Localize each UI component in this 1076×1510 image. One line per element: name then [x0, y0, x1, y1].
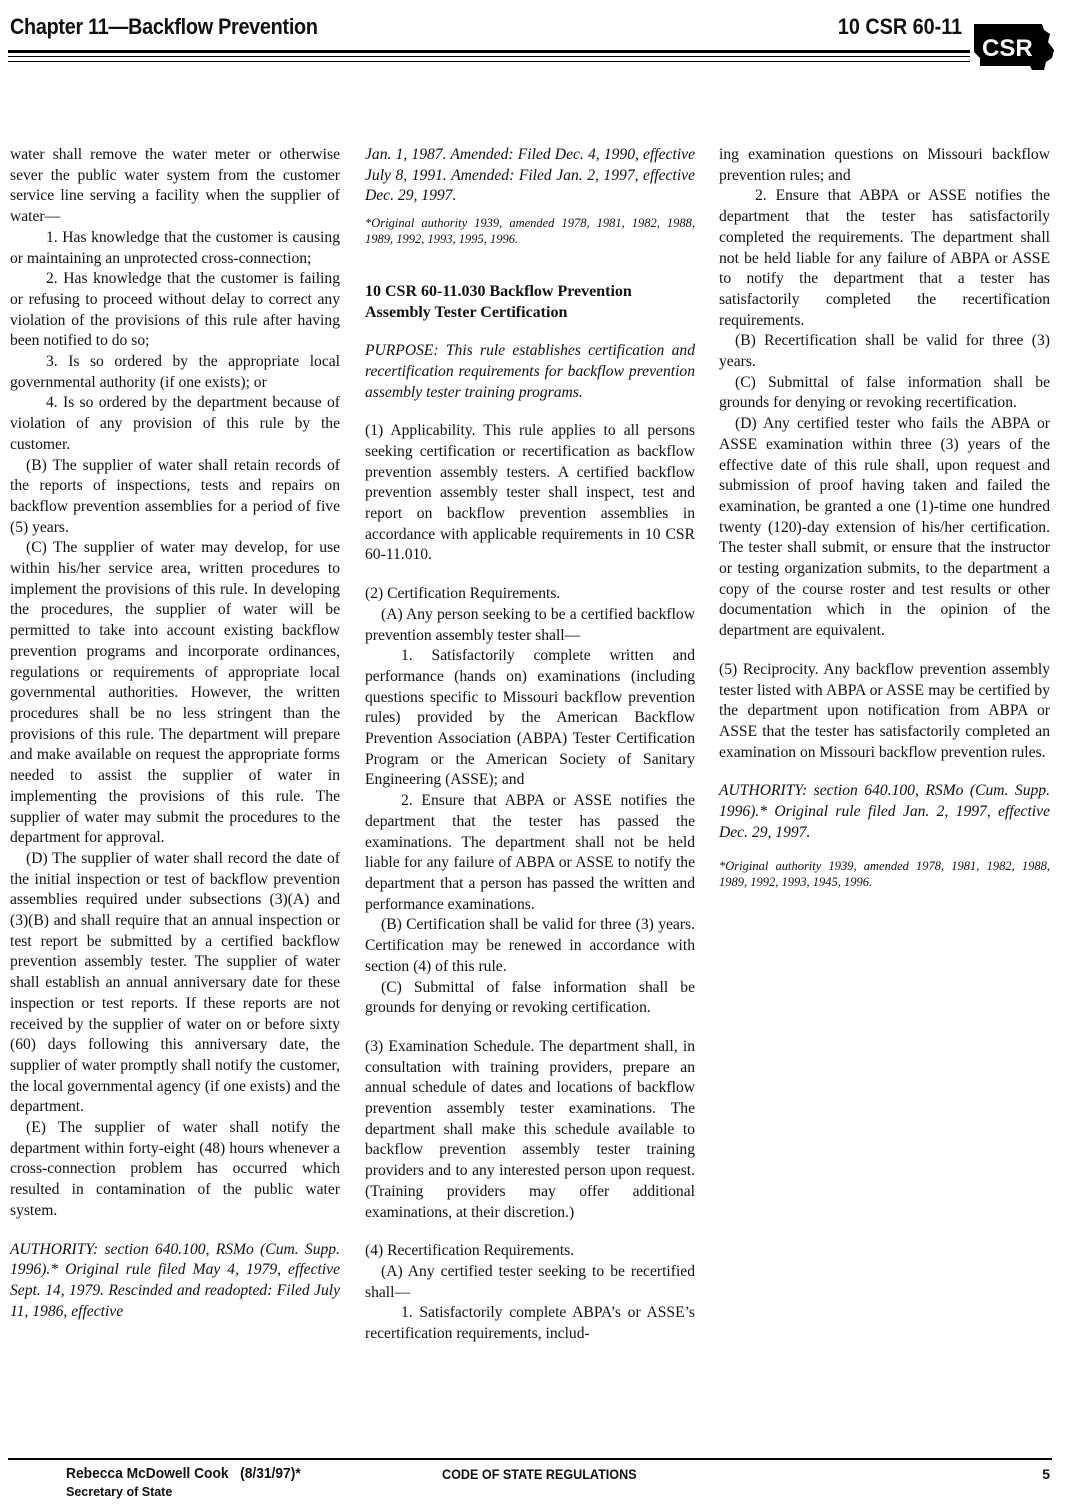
paragraph: ing examination questions on Missouri backflow prevention rules; and — [719, 146, 1050, 184]
footer-author — [66, 1465, 301, 1482]
list-item: 1. Has knowledge that the customer is causing or maintaining an unprotected cross-connection; — [10, 228, 340, 267]
list-item: 2. Ensure that ABPA or ASSE notifies the department that the tester has satisfactorily completed the requirements. The department shall not be held liable for any failure of ABPA or ASSE to notify the department that a tester has satisfactorily completed the recertification requirements. — [719, 187, 1050, 329]
authority-note: AUTHORITY: section 640.100, RSMo (Cum. Supp. 1996).* Original rule filed May 4, 1979, effective Sept. 14, 1979. Rescinded and readopted: Filed July 11, 1986, effective — [10, 1240, 340, 1320]
header-rule — [8, 50, 970, 53]
authority-note: AUTHORITY: section 640.100, RSMo (Cum. Supp. 1996).* Original rule filed Jan. 2, 1997, effective Dec. 29, 1997. — [719, 782, 1050, 841]
paragraph: (D) Any certified tester who fails the ABPA or ASSE examination within three (3) years of the effective date of this rule shall, upon request and submission of proof having taken and failed the examination, be granted a one (1)-time one hundred twenty (120)-day extension of his/her certification. The tester shall submit, or ensure that the instructor or testing organization submits, to the department a copy of the course roster and test results or other documentation which in the opinion of the department are equivalent. — [719, 415, 1050, 640]
paragraph: (D) The supplier of water shall record the date of the initial inspection or test of backflow prevention assemblies required under subsections (3)(A) and (3)(B) and shall require that an annual inspection or test report be submitted by a certified backflow prevention assembly tester. The supplier of water shall establish an annual anniversary date for these inspection or test reports. If these reports are not received by the supplier of water on or before sixty (60) days following this anniversary date, the supplier of water promptly shall notify the customer, the local governmental agency (if one exists) and the department. — [10, 849, 340, 1116]
footer-rule — [8, 1458, 1052, 1460]
paragraph: (C) Submittal of false information shall be grounds for denying or revoking recertification. — [719, 373, 1050, 412]
header-rule-thin — [8, 61, 970, 62]
section-heading: (4) Recertification Requirements. — [365, 1242, 575, 1260]
running-head-code: 10 CSR 60-11 — [837, 14, 962, 39]
missouri-csr-logo — [972, 22, 1056, 74]
text-column-left — [10, 145, 340, 1322]
purpose-statement: PURPOSE: This rule establishes certification and recertification requirements for backflow prevention assembly tester training programs. — [365, 342, 695, 401]
revision-date: (8/31/97)* — [240, 1465, 301, 1482]
section-applicability: (1) Applicability. This rule applies to all persons seeking certification or recertification as backflow prevention assembly testers. A certified backflow prevention assembly tester shall inspect, test and report on backflow prevention assemblies in accordance with applicable requirements in 10 CSR 60-11.010. — [365, 422, 695, 564]
authority-note: Jan. 1, 1987. Amended: Filed Dec. 4, 1990, effective July 8, 1991. Amended: Filed Jan. 2, 1997, effective Dec. 29, 1997. — [365, 146, 695, 205]
text-column-middle — [365, 145, 695, 1345]
section-heading: (2) Certification Requirements. — [365, 585, 561, 603]
paragraph: (C) Submittal of false information shall be grounds for denying or revoking certification. — [365, 978, 695, 1017]
list-item: 1. Satisfactorily complete written and performance (hands on) examinations (including questions specific to Missouri backflow prevention rules) provided by the American Backflow Prevention Association (ABPA) Tester Certification Program or the American Society of Sanitary Engineering (ASSE); and — [365, 647, 695, 789]
page-number: 5 — [1042, 1466, 1050, 1482]
header-rule-thin — [8, 56, 970, 57]
paragraph: (A) Any person seeking to be a certified backflow prevention assembly tester shall— — [365, 605, 695, 644]
author-name: Rebecca McDowell Cook — [66, 1465, 229, 1482]
running-head-chapter: Chapter 11—Backflow Prevention — [10, 14, 318, 39]
list-item: 2. Has knowledge that the customer is failing or refusing to proceed without delay to correct any violation of the provisions of this rule after having been notified to do so; — [10, 270, 340, 350]
logo-text: CSR — [982, 35, 1033, 62]
paragraph: (B) The supplier of water shall retain records of the reports of inspections, tests and repairs on backflow prevention assemblies for a period of five (5) years. — [10, 456, 340, 536]
paragraph: (E) The supplier of water shall notify the department within forty-eight (48) hours whenever a cross-connection problem has occurred which resulted in contamination of the public water system. — [10, 1119, 340, 1219]
list-item: 4. Is so ordered by the department because of violation of any provision of this rule by the customer. — [10, 394, 340, 453]
section-reciprocity: (5) Reciprocity. Any backflow prevention assembly tester listed with ABPA or ASSE may be certified by the department upon notification from ABPA or ASSE that the tester has satisfactorily completed an examination on Missouri backflow prevention rules. — [719, 660, 1050, 761]
list-item: 1. Satisfactorily complete ABPA’s or ASSE’s recertification requirements, includ- — [365, 1304, 695, 1343]
footer-author-title: Secretary of State — [66, 1485, 173, 1499]
paragraph: (C) The supplier of water may develop, for use within his/her service area, written procedures to implement the provisions of this rule. In developing the procedures, the supplier of water will be permitted to take into account existing backflow prevention programs and incorporate ordinances, regulations or requirements of appropriate local governmental authorities. However, the written procedures shall be no less stringent than the provisions of this rule. The department will prepare and make available on request the appropriate forms needed to assist the supplier of water in implementing the provisions of this rule. The supplier of water may submit the procedures to the department for approval. — [10, 539, 340, 847]
text-column-right — [719, 145, 1050, 890]
footnote: *Original authority 1939, amended 1978, 1981, 1982, 1988, 1989, 1992, 1993, 1995, 1996. — [365, 216, 695, 247]
footer-publication: CODE OF STATE REGULATIONS — [442, 1466, 637, 1482]
paragraph: (B) Certification shall be valid for three (3) years. Certification may be renewed in accordance with section (4) of this rule. — [365, 916, 695, 975]
paragraph: water shall remove the water meter or otherwise sever the public water system from the customer service line serving a facility when the supplier of water— — [10, 146, 340, 226]
section-title: 10 CSR 60-11.030 Backflow Prevention Assembly Tester Certification — [365, 283, 632, 322]
list-item: 2. Ensure that ABPA or ASSE notifies the department that the tester has passed the examinations. The department shall not be held liable for any failure of ABPA or ASSE to notify the department that a person has passed the written and performance examinations. — [365, 792, 695, 913]
footnote: *Original authority 1939, amended 1978, 1981, 1982, 1988, 1989, 1992, 1993, 1945, 1996. — [719, 858, 1050, 889]
section-examination-schedule: (3) Examination Schedule. The department shall, in consultation with training providers, prepare an annual schedule of dates and locations of backflow prevention assembly tester examinations. The department shall make this schedule available to backflow prevention assembly tester training providers and to any interested person upon request. (Training providers may offer additional examinations, at their discretion.) — [365, 1037, 695, 1221]
list-item: 3. Is so ordered by the appropriate local governmental authority (if one exists); or — [10, 353, 340, 391]
paragraph: (B) Recertification shall be valid for three (3) years. — [719, 332, 1050, 371]
paragraph: (A) Any certified tester seeking to be recertified shall— — [365, 1262, 695, 1301]
